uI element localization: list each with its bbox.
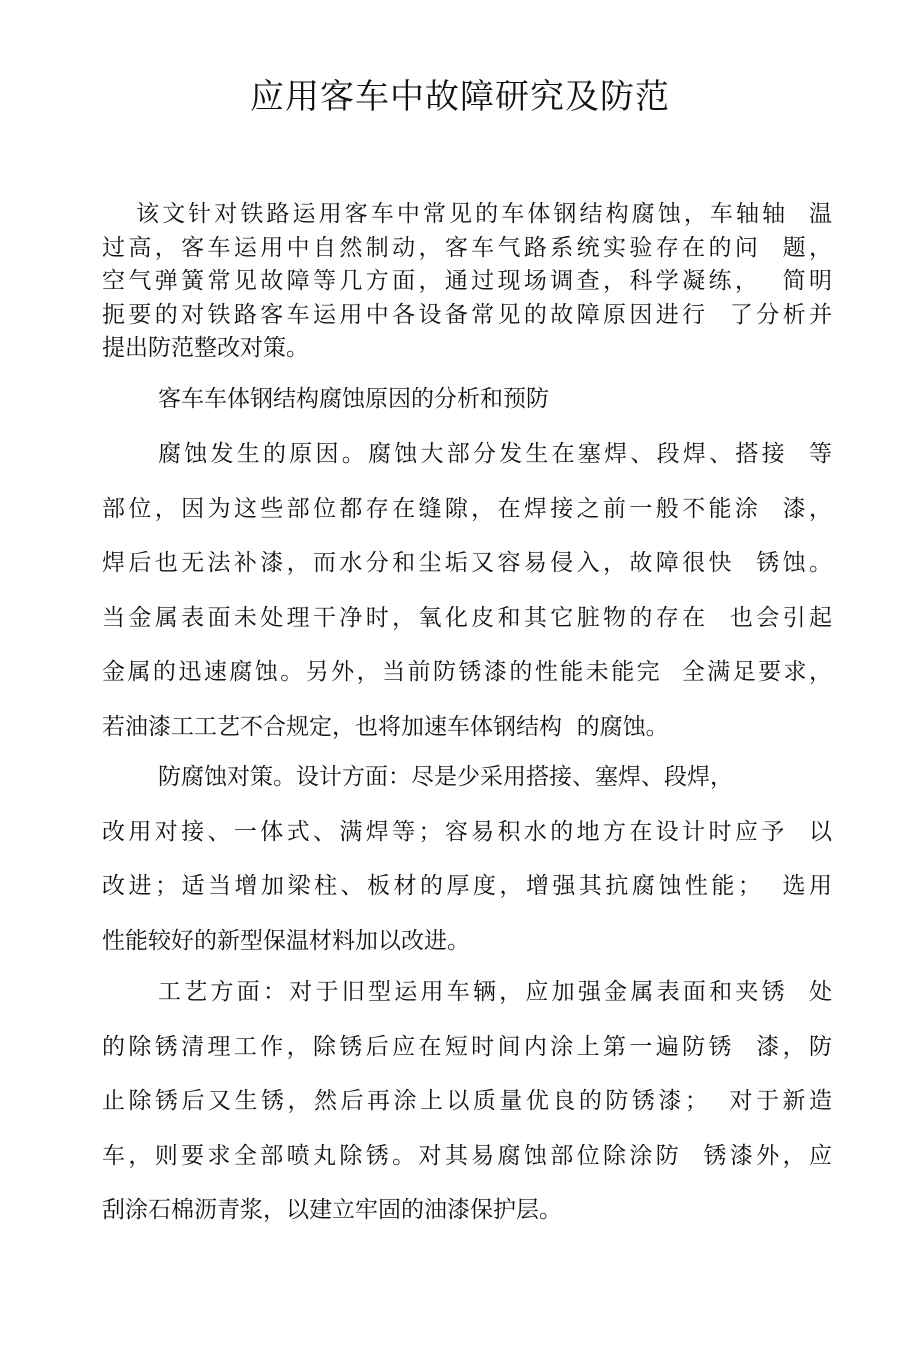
document-title: 应用客车中故障研究及防范: [250, 77, 670, 117]
paragraph-line: 改用对接、一体式、满焊等；容易积水的地方在设计时应予 以: [102, 818, 832, 845]
paragraph-line: 若油漆工工艺不合规定，也将加速车体钢结构 的腐蚀。: [102, 713, 669, 740]
abstract-line: 该文针对铁路运用客车中常见的车体钢结构腐蚀，车轴轴 温: [136, 201, 832, 227]
paragraph-line: 部位，因为这些部位都存在缝隙，在焊接之前一般不能涂 漆，: [102, 495, 832, 522]
section-heading: [102, 382, 832, 416]
abstract-line: 提出防范整改对策。: [102, 335, 309, 361]
paragraph-line: 刮涂石棉沥青浆，以建立牢固的油漆保护层。: [102, 1197, 562, 1223]
paragraph-line: 改进；适当增加梁柱、板材的厚度，增强其抗腐蚀性能； 选用: [102, 873, 832, 899]
paragraph-line: 工艺方面：对于旧型运用车辆，应加强金属表面和夹锈 处: [158, 979, 832, 1005]
abstract-paragraph: [102, 198, 832, 366]
paragraph-line: 性能较好的新型保温材料加以改进。: [102, 927, 470, 954]
paragraph-line: 金属的迅速腐蚀。另外，当前防锈漆的性能未能完 全满足要求，: [102, 659, 832, 685]
paragraph-line: 焊后也无法补漆，而水分和尘垢又容易侵入，故障很快 锈蚀。: [102, 550, 832, 576]
abstract-line: 空气弹簧常见故障等几方面，通过现场调查，科学凝练， 简明: [102, 268, 832, 294]
section-heading-text: 客车车体钢结构腐蚀原因的分析和预防: [158, 386, 549, 412]
paragraph-line: 的除锈清理工作，除锈后应在短时间内涂上第一遍防锈 漆，防: [102, 1033, 832, 1060]
paragraph-line: 防腐蚀对策。设计方面：尽是少采用搭接、塞焊、段焊，: [158, 764, 733, 790]
paragraph-line: 止除锈后又生锈，然后再涂上以质量优良的防锈漆； 对于新造: [102, 1088, 832, 1114]
abstract-line: 过高，客车运用中自然制动，客车气路系统实验存在的问 题，: [102, 234, 832, 261]
paragraph-line: 腐蚀发生的原因。腐蚀大部分发生在塞焊、段焊、搭接 等: [158, 441, 832, 467]
paragraph-line: 当金属表面未处理干净时，氧化皮和其它脏物的存在 也会引起: [102, 604, 832, 631]
abstract-line: 扼要的对铁路客车运用中各设备常见的故障原因进行 了分析并: [102, 301, 832, 328]
body-paragraph-corrosion-causes: [102, 427, 832, 754]
body-paragraph-anticorrosion-design: [102, 750, 832, 968]
body-paragraph-process: [102, 965, 832, 1238]
paragraph-line: 车，则要求全部喷丸除锈。对其易腐蚀部位除涂防 锈漆外，应: [102, 1142, 832, 1169]
